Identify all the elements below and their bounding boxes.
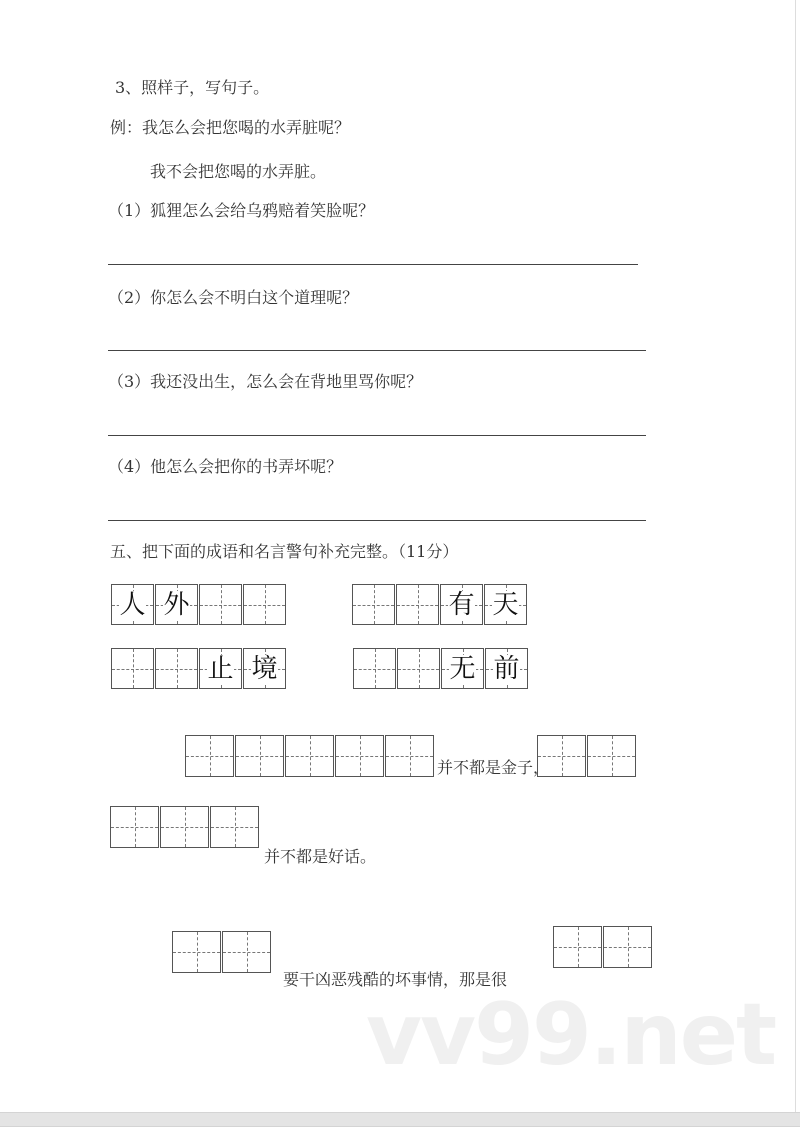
grid-char: 人	[119, 589, 146, 620]
answer-line-1[interactable]	[108, 264, 638, 265]
grid-cell-blank[interactable]	[353, 648, 396, 689]
section-5-title: 五、把下面的成语和名言警句补充完整。（11分）	[110, 542, 459, 561]
grid-cell-blank[interactable]	[352, 584, 395, 625]
grid-cell-blank[interactable]	[210, 806, 259, 848]
question-1: （1）狐狸怎么会给乌鸦赔着笑脸呢？	[108, 201, 375, 220]
grid-cell-blank[interactable]	[243, 584, 286, 625]
question-3: （3）我还没出生，怎么会在背地里骂你呢？	[108, 372, 423, 391]
grid-cell-filled	[155, 584, 198, 625]
grid-cell-blank[interactable]	[222, 931, 271, 973]
question-2: （2）你怎么会不明白这个道理呢？	[108, 288, 359, 307]
quote1-blank-grid-3	[110, 806, 259, 848]
grid-cell-blank[interactable]	[185, 735, 234, 777]
question-4: （4）他怎么会把你的书弄坏呢？	[108, 457, 343, 476]
answer-line-2[interactable]	[108, 350, 646, 351]
grid-cell-blank[interactable]	[235, 735, 284, 777]
idiom-grid-1	[111, 584, 286, 625]
example-question: 例：我怎么会把您喝的水弄脏呢？	[110, 118, 351, 137]
grid-cell-blank[interactable]	[160, 806, 209, 848]
grid-char: 前	[493, 653, 520, 684]
page-separator-bar	[0, 1112, 800, 1127]
example-answer: 我不会把您喝的水弄脏。	[150, 162, 327, 181]
grid-cell-filled	[441, 648, 484, 689]
grid-cell-filled	[199, 648, 242, 689]
grid-char: 天	[492, 589, 519, 620]
grid-cell-blank[interactable]	[155, 648, 198, 689]
idiom-grid-2	[352, 584, 527, 625]
quote1-blank-grid	[185, 735, 434, 777]
section-3-title: 3、照样子，写句子。	[115, 78, 270, 97]
grid-cell-filled	[485, 648, 528, 689]
grid-cell-blank[interactable]	[172, 931, 221, 973]
grid-cell-blank[interactable]	[199, 584, 242, 625]
grid-cell-blank[interactable]	[385, 735, 434, 777]
quote2-text: 要干凶恶残酷的坏事情，那是很	[283, 970, 508, 989]
quote1-tail: 并不都是好话。	[264, 847, 377, 866]
grid-char: 境	[251, 653, 278, 684]
grid-char: 止	[207, 653, 234, 684]
grid-cell-blank[interactable]	[603, 926, 652, 968]
grid-cell-blank[interactable]	[537, 735, 586, 777]
grid-cell-blank[interactable]	[396, 584, 439, 625]
grid-cell-blank[interactable]	[553, 926, 602, 968]
idiom-grid-3	[111, 648, 286, 689]
grid-char: 外	[163, 589, 190, 620]
grid-cell-blank[interactable]	[111, 648, 154, 689]
grid-cell-blank[interactable]	[285, 735, 334, 777]
page-edge	[795, 0, 796, 1112]
grid-char: 有	[448, 589, 475, 620]
grid-cell-blank[interactable]	[587, 735, 636, 777]
answer-line-3[interactable]	[108, 435, 646, 436]
quote1-text: 并不都是金子，	[437, 758, 550, 777]
grid-cell-filled	[440, 584, 483, 625]
watermark: vv99.net	[366, 985, 776, 1085]
grid-cell-blank[interactable]	[335, 735, 384, 777]
quote2-blank-grid	[172, 931, 271, 973]
idiom-grid-4	[353, 648, 528, 689]
grid-cell-filled	[111, 584, 154, 625]
quote2-blank-grid-2	[553, 926, 652, 968]
quote1-blank-grid-2	[537, 735, 636, 777]
grid-cell-blank[interactable]	[397, 648, 440, 689]
answer-line-4[interactable]	[108, 520, 646, 521]
grid-cell-blank[interactable]	[110, 806, 159, 848]
grid-cell-filled	[243, 648, 286, 689]
grid-char: 无	[449, 653, 476, 684]
grid-cell-filled	[484, 584, 527, 625]
